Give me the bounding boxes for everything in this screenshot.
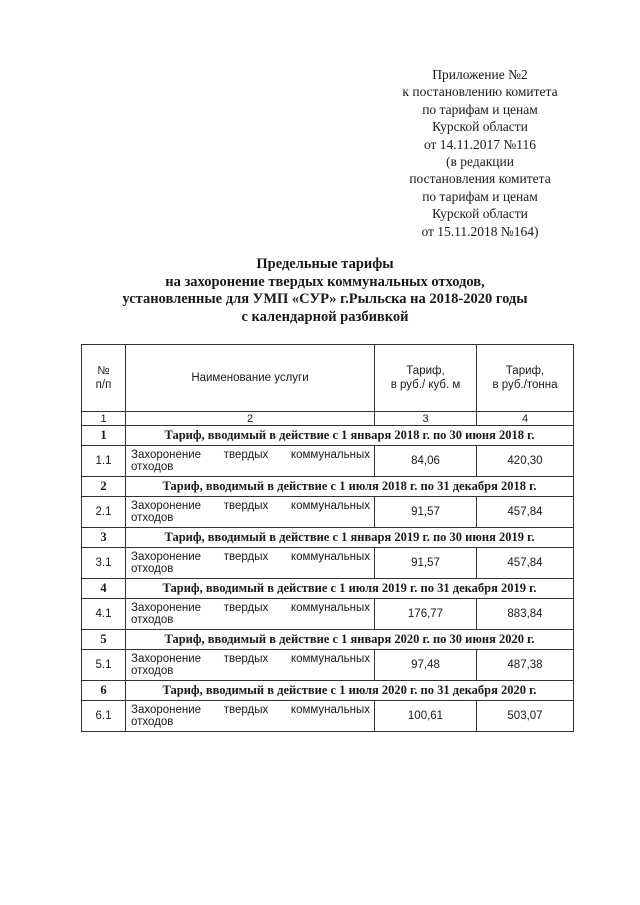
period-num: 1 bbox=[82, 426, 126, 446]
appendix-line: от 14.11.2017 №116 bbox=[423, 136, 537, 152]
tariff-t-value: 487,38 bbox=[477, 650, 574, 681]
period-num: 4 bbox=[82, 579, 126, 599]
period-num: 2 bbox=[82, 477, 126, 497]
item-num: 2.1 bbox=[82, 497, 126, 528]
column-number: 2 bbox=[126, 412, 375, 426]
period-text: Тариф, вводимый в действие с 1 января 2019 г. по 30 июня 2019 г. bbox=[126, 528, 574, 548]
item-num: 1.1 bbox=[82, 446, 126, 477]
table-row bbox=[82, 548, 574, 579]
tariff-t-value: 503,07 bbox=[477, 701, 574, 732]
header-tariff-m3: Тариф, в руб./ куб. м bbox=[375, 345, 477, 412]
period-text: Тариф, вводимый в действие с 1 июля 2020 г. по 31 декабря 2020 г. bbox=[126, 681, 574, 701]
tariff-m3-value: 100,61 bbox=[375, 701, 477, 732]
title-line: установленные для УМП «СУР» г.Рыльска на 2018-2020 годы bbox=[122, 291, 528, 307]
table-row bbox=[82, 497, 574, 528]
tariff-t-value: 457,84 bbox=[477, 548, 574, 579]
item-name bbox=[126, 548, 375, 579]
item-num: 6.1 bbox=[82, 701, 126, 732]
appendix-line: постановления комитета bbox=[409, 171, 551, 187]
item-name-line: отходов bbox=[131, 461, 174, 473]
item-num: 5.1 bbox=[82, 650, 126, 681]
title-line: Предельные тарифы bbox=[256, 256, 394, 272]
tariff-m3-value: 84,06 bbox=[375, 446, 477, 477]
item-name-line: отходов bbox=[131, 512, 174, 524]
item-name bbox=[126, 599, 375, 630]
header-tariff-t: Тариф, в руб./тонна bbox=[477, 345, 574, 412]
header-num: № п/п bbox=[82, 345, 126, 412]
item-name-line: отходов bbox=[131, 614, 174, 626]
appendix-line: по тарифам и ценам bbox=[422, 101, 538, 117]
appendix-line: Курской области bbox=[432, 119, 528, 135]
tariff-t-value: 883,84 bbox=[477, 599, 574, 630]
tariff-m3-value: 97,48 bbox=[375, 650, 477, 681]
tariff-m3-value: 176,77 bbox=[375, 599, 477, 630]
period-num: 3 bbox=[82, 528, 126, 548]
period-text: Тариф, вводимый в действие с 1 января 2018 г. по 30 июня 2018 г. bbox=[126, 426, 574, 446]
period-row bbox=[82, 426, 574, 446]
document-title bbox=[60, 256, 590, 326]
title-line: с календарной разбивкой bbox=[241, 308, 409, 325]
header-service-name: Наименование услуги bbox=[126, 345, 375, 412]
item-name-line: Захоронение твердых коммунальных bbox=[131, 703, 370, 716]
period-row bbox=[82, 579, 574, 599]
table-row bbox=[82, 701, 574, 732]
appendix-line: Приложение №2 bbox=[432, 67, 528, 82]
item-num: 4.1 bbox=[82, 599, 126, 630]
period-text: Тариф, вводимый в действие с 1 июля 2019 г. по 31 декабря 2019 г. bbox=[126, 579, 574, 599]
period-row bbox=[82, 681, 574, 701]
column-number: 4 bbox=[477, 412, 574, 426]
appendix-line: к постановлению комитета bbox=[402, 84, 558, 100]
appendix-line: Курской области bbox=[432, 206, 528, 222]
period-row bbox=[82, 630, 574, 650]
appendix-line: по тарифам и ценам bbox=[422, 188, 538, 204]
column-number: 3 bbox=[375, 412, 477, 426]
appendix-line: от 15.11.2018 №164) bbox=[421, 223, 539, 239]
period-row bbox=[82, 477, 574, 497]
period-num: 6 bbox=[82, 681, 126, 701]
item-name-line: Захоронение твердых коммунальных bbox=[131, 499, 370, 512]
appendix-reference bbox=[360, 66, 600, 240]
item-name-line: Захоронение твердых коммунальных bbox=[131, 448, 370, 461]
item-name-line: Захоронение твердых коммунальных bbox=[131, 550, 370, 563]
period-text: Тариф, вводимый в действие с 1 июля 2018 г. по 31 декабря 2018 г. bbox=[126, 477, 574, 497]
item-name-line: Захоронение твердых коммунальных bbox=[131, 652, 370, 665]
item-name bbox=[126, 497, 375, 528]
table-row bbox=[82, 446, 574, 477]
item-name-line: отходов bbox=[131, 716, 174, 728]
tariff-table bbox=[81, 344, 574, 732]
tariff-m3-value: 91,57 bbox=[375, 497, 477, 528]
item-name-line: Захоронение твердых коммунальных bbox=[131, 601, 370, 614]
table-header-row bbox=[82, 345, 574, 412]
table-row bbox=[82, 599, 574, 630]
period-row bbox=[82, 528, 574, 548]
period-text: Тариф, вводимый в действие с 1 января 2020 г. по 30 июня 2020 г. bbox=[126, 630, 574, 650]
item-name bbox=[126, 701, 375, 732]
appendix-line: (в редакции bbox=[446, 154, 514, 170]
item-name bbox=[126, 650, 375, 681]
table-row bbox=[82, 650, 574, 681]
column-number: 1 bbox=[82, 412, 126, 426]
title-line: на захоронение твердых коммунальных отходов, bbox=[165, 273, 485, 290]
tariff-m3-value: 91,57 bbox=[375, 548, 477, 579]
item-name-line: отходов bbox=[131, 563, 174, 575]
tariff-t-value: 420,30 bbox=[477, 446, 574, 477]
item-name-line: отходов bbox=[131, 665, 174, 677]
item-name bbox=[126, 446, 375, 477]
period-num: 5 bbox=[82, 630, 126, 650]
tariff-t-value: 457,84 bbox=[477, 497, 574, 528]
item-num: 3.1 bbox=[82, 548, 126, 579]
column-number-row bbox=[82, 412, 574, 426]
